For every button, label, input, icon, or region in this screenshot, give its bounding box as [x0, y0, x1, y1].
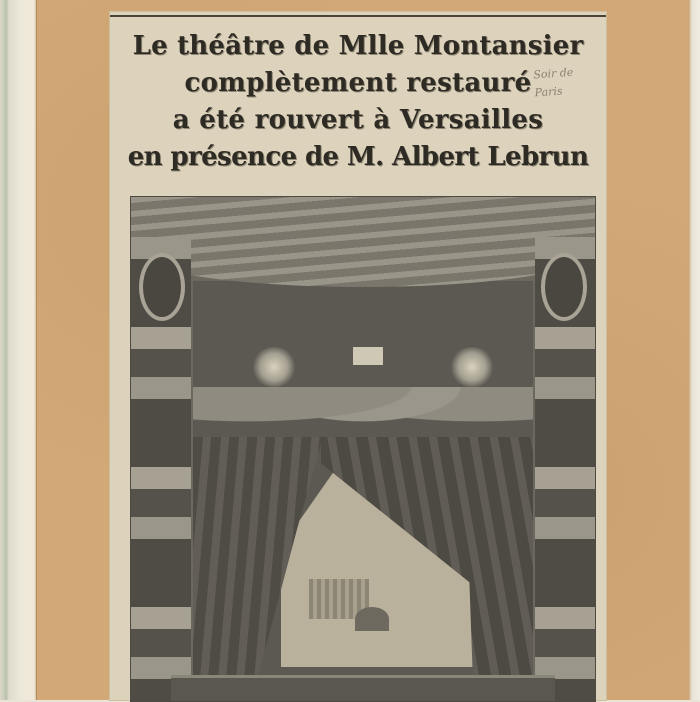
theatre-stage-photo	[130, 196, 596, 702]
note-line-1: Soir de	[532, 65, 574, 82]
headline-line-2: complètement restauré	[184, 68, 532, 98]
page-edge	[688, 0, 700, 700]
proscenium-arch	[131, 197, 595, 287]
headline	[110, 28, 606, 176]
column-rule	[110, 15, 606, 17]
royal-crest	[353, 347, 383, 365]
headline-line-3: a été rouvert à Versailles	[172, 105, 544, 135]
painted-dome	[355, 607, 389, 631]
note-line-2: Paris	[534, 84, 563, 100]
oval-window-left	[139, 253, 185, 321]
oval-window-right	[541, 253, 587, 321]
chandelier-right	[449, 347, 495, 387]
chandelier-left	[251, 347, 297, 387]
stage-apron	[171, 675, 555, 702]
headline-line-1: Le théâtre de Mlle Montansier	[132, 31, 584, 61]
handwritten-source-note	[533, 62, 605, 103]
album-binding	[0, 0, 36, 700]
headline-line-4: en présence de M. Albert Lebrun	[127, 142, 589, 172]
